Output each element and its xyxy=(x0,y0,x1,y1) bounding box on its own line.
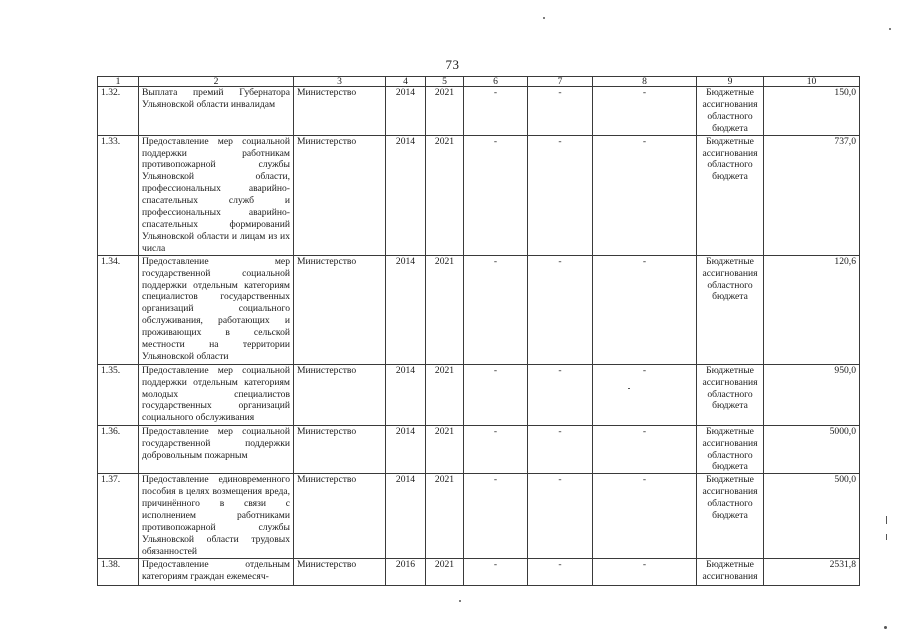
measure-name: Предоставление мер социальной поддержки работникам противопожарной службы Ульяновской области, профессиональных аварийно-спасательных служб и профессиональных аварийно-спасательных формирований Ульяновской области и лицам из их числа xyxy=(139,135,294,255)
scan-speck xyxy=(543,17,545,19)
executor: Министерство xyxy=(294,559,386,586)
column-8-value: - xyxy=(593,255,697,364)
row-number: 1.32. xyxy=(98,87,139,136)
row-number: 1.35. xyxy=(98,364,139,425)
year-start: 2014 xyxy=(386,474,426,559)
column-header: 5 xyxy=(426,77,464,87)
funding-amount: 500,0 xyxy=(764,474,860,559)
column-8-value: - xyxy=(593,135,697,255)
measure-name: Предоставление единовременного пособия в целях возмещения вреда, причинённого в связи с исполнением работниками противопожарной службы Ульяновской области трудовых обязанностей xyxy=(139,474,294,559)
column-header: 3 xyxy=(294,77,386,87)
column-6-value: - xyxy=(464,87,528,136)
year-start: 2014 xyxy=(386,135,426,255)
funding-amount: 5000,0 xyxy=(764,425,860,474)
row-number: 1.38. xyxy=(98,559,139,586)
year-start: 2014 xyxy=(386,87,426,136)
year-end: 2021 xyxy=(426,87,464,136)
scan-speck xyxy=(628,388,630,389)
funding-source: Бюджетные ассигнования xyxy=(697,559,764,586)
column-6-value: - xyxy=(464,559,528,586)
funding-source: Бюджетные ассигнования областного бюджета xyxy=(697,474,764,559)
executor: Министерство xyxy=(294,474,386,559)
year-end: 2021 xyxy=(426,559,464,586)
column-8-value: - xyxy=(593,87,697,136)
column-header: 4 xyxy=(386,77,426,87)
year-start: 2016 xyxy=(386,559,426,586)
year-start: 2014 xyxy=(386,425,426,474)
year-end: 2021 xyxy=(426,474,464,559)
column-7-value: - xyxy=(528,364,593,425)
row-number: 1.36. xyxy=(98,425,139,474)
table-row xyxy=(98,87,860,136)
year-end: 2021 xyxy=(426,255,464,364)
executor: Министерство xyxy=(294,425,386,474)
column-7-value: - xyxy=(528,559,593,586)
column-6-value: - xyxy=(464,255,528,364)
column-header: 9 xyxy=(697,77,764,87)
funding-source: Бюджетные ассигнования областного бюджета xyxy=(697,364,764,425)
program-measures-table xyxy=(97,76,860,586)
column-header: 1 xyxy=(98,77,139,87)
column-8-value: - xyxy=(593,364,697,425)
column-header: 6 xyxy=(464,77,528,87)
year-start: 2014 xyxy=(386,255,426,364)
column-8-value: - xyxy=(593,425,697,474)
funding-source: Бюджетные ассигнования областного бюджета xyxy=(697,425,764,474)
table-row xyxy=(98,364,860,425)
row-number: 1.33. xyxy=(98,135,139,255)
measure-name: Предоставление мер государственной социальной поддержки отдельным категориям специалистов государственных организаций социального обслуживания, работающих и проживающих в сельской местности на территории Ульяновской области xyxy=(139,255,294,364)
column-8-value: - xyxy=(593,559,697,586)
table-row xyxy=(98,425,860,474)
funding-source: Бюджетные ассигнования областного бюджета xyxy=(697,87,764,136)
funding-amount: 150,0 xyxy=(764,87,860,136)
scan-speck xyxy=(886,534,887,540)
scan-speck xyxy=(886,516,887,524)
column-header: 7 xyxy=(528,77,593,87)
column-header: 8 xyxy=(593,77,697,87)
scan-speck xyxy=(459,600,461,602)
column-header: 10 xyxy=(764,77,860,87)
measure-name: Выплата премий Губернатора Ульяновской области инвалидам xyxy=(139,87,294,136)
funding-source: Бюджетные ассигнования областного бюджета xyxy=(697,255,764,364)
column-7-value: - xyxy=(528,255,593,364)
funding-amount: 950,0 xyxy=(764,364,860,425)
row-number: 1.37. xyxy=(98,474,139,559)
column-7-value: - xyxy=(528,135,593,255)
executor: Министерство xyxy=(294,135,386,255)
year-start: 2014 xyxy=(386,364,426,425)
column-6-value: - xyxy=(464,474,528,559)
column-7-value: - xyxy=(528,474,593,559)
table-row xyxy=(98,135,860,255)
measure-name: Предоставление отдельным категориям граждан ежемесяч- xyxy=(139,559,294,586)
table-row xyxy=(98,255,860,364)
executor: Министерство xyxy=(294,364,386,425)
measure-name: Предоставление мер социальной государственной поддержки добровольным пожарным xyxy=(139,425,294,474)
column-header: 2 xyxy=(139,77,294,87)
executor: Министерство xyxy=(294,87,386,136)
table-row xyxy=(98,559,860,586)
funding-amount: 737,0 xyxy=(764,135,860,255)
column-number-header-row xyxy=(98,77,860,87)
scan-speck xyxy=(884,626,887,629)
row-number: 1.34. xyxy=(98,255,139,364)
funding-source: Бюджетные ассигнования областного бюджета xyxy=(697,135,764,255)
scan-speck xyxy=(889,28,891,30)
page-number: 73 xyxy=(445,57,460,72)
column-6-value: - xyxy=(464,364,528,425)
column-6-value: - xyxy=(464,135,528,255)
column-7-value: - xyxy=(528,425,593,474)
column-7-value: - xyxy=(528,87,593,136)
year-end: 2021 xyxy=(426,364,464,425)
table-row xyxy=(98,474,860,559)
executor: Министерство xyxy=(294,255,386,364)
column-6-value: - xyxy=(464,425,528,474)
funding-amount: 120,6 xyxy=(764,255,860,364)
year-end: 2021 xyxy=(426,135,464,255)
funding-amount: 2531,8 xyxy=(764,559,860,586)
measure-name: Предоставление мер социальной поддержки отдельным категориям молодых специалистов государственных организаций социального обслуживания xyxy=(139,364,294,425)
column-8-value: - xyxy=(593,474,697,559)
year-end: 2021 xyxy=(426,425,464,474)
